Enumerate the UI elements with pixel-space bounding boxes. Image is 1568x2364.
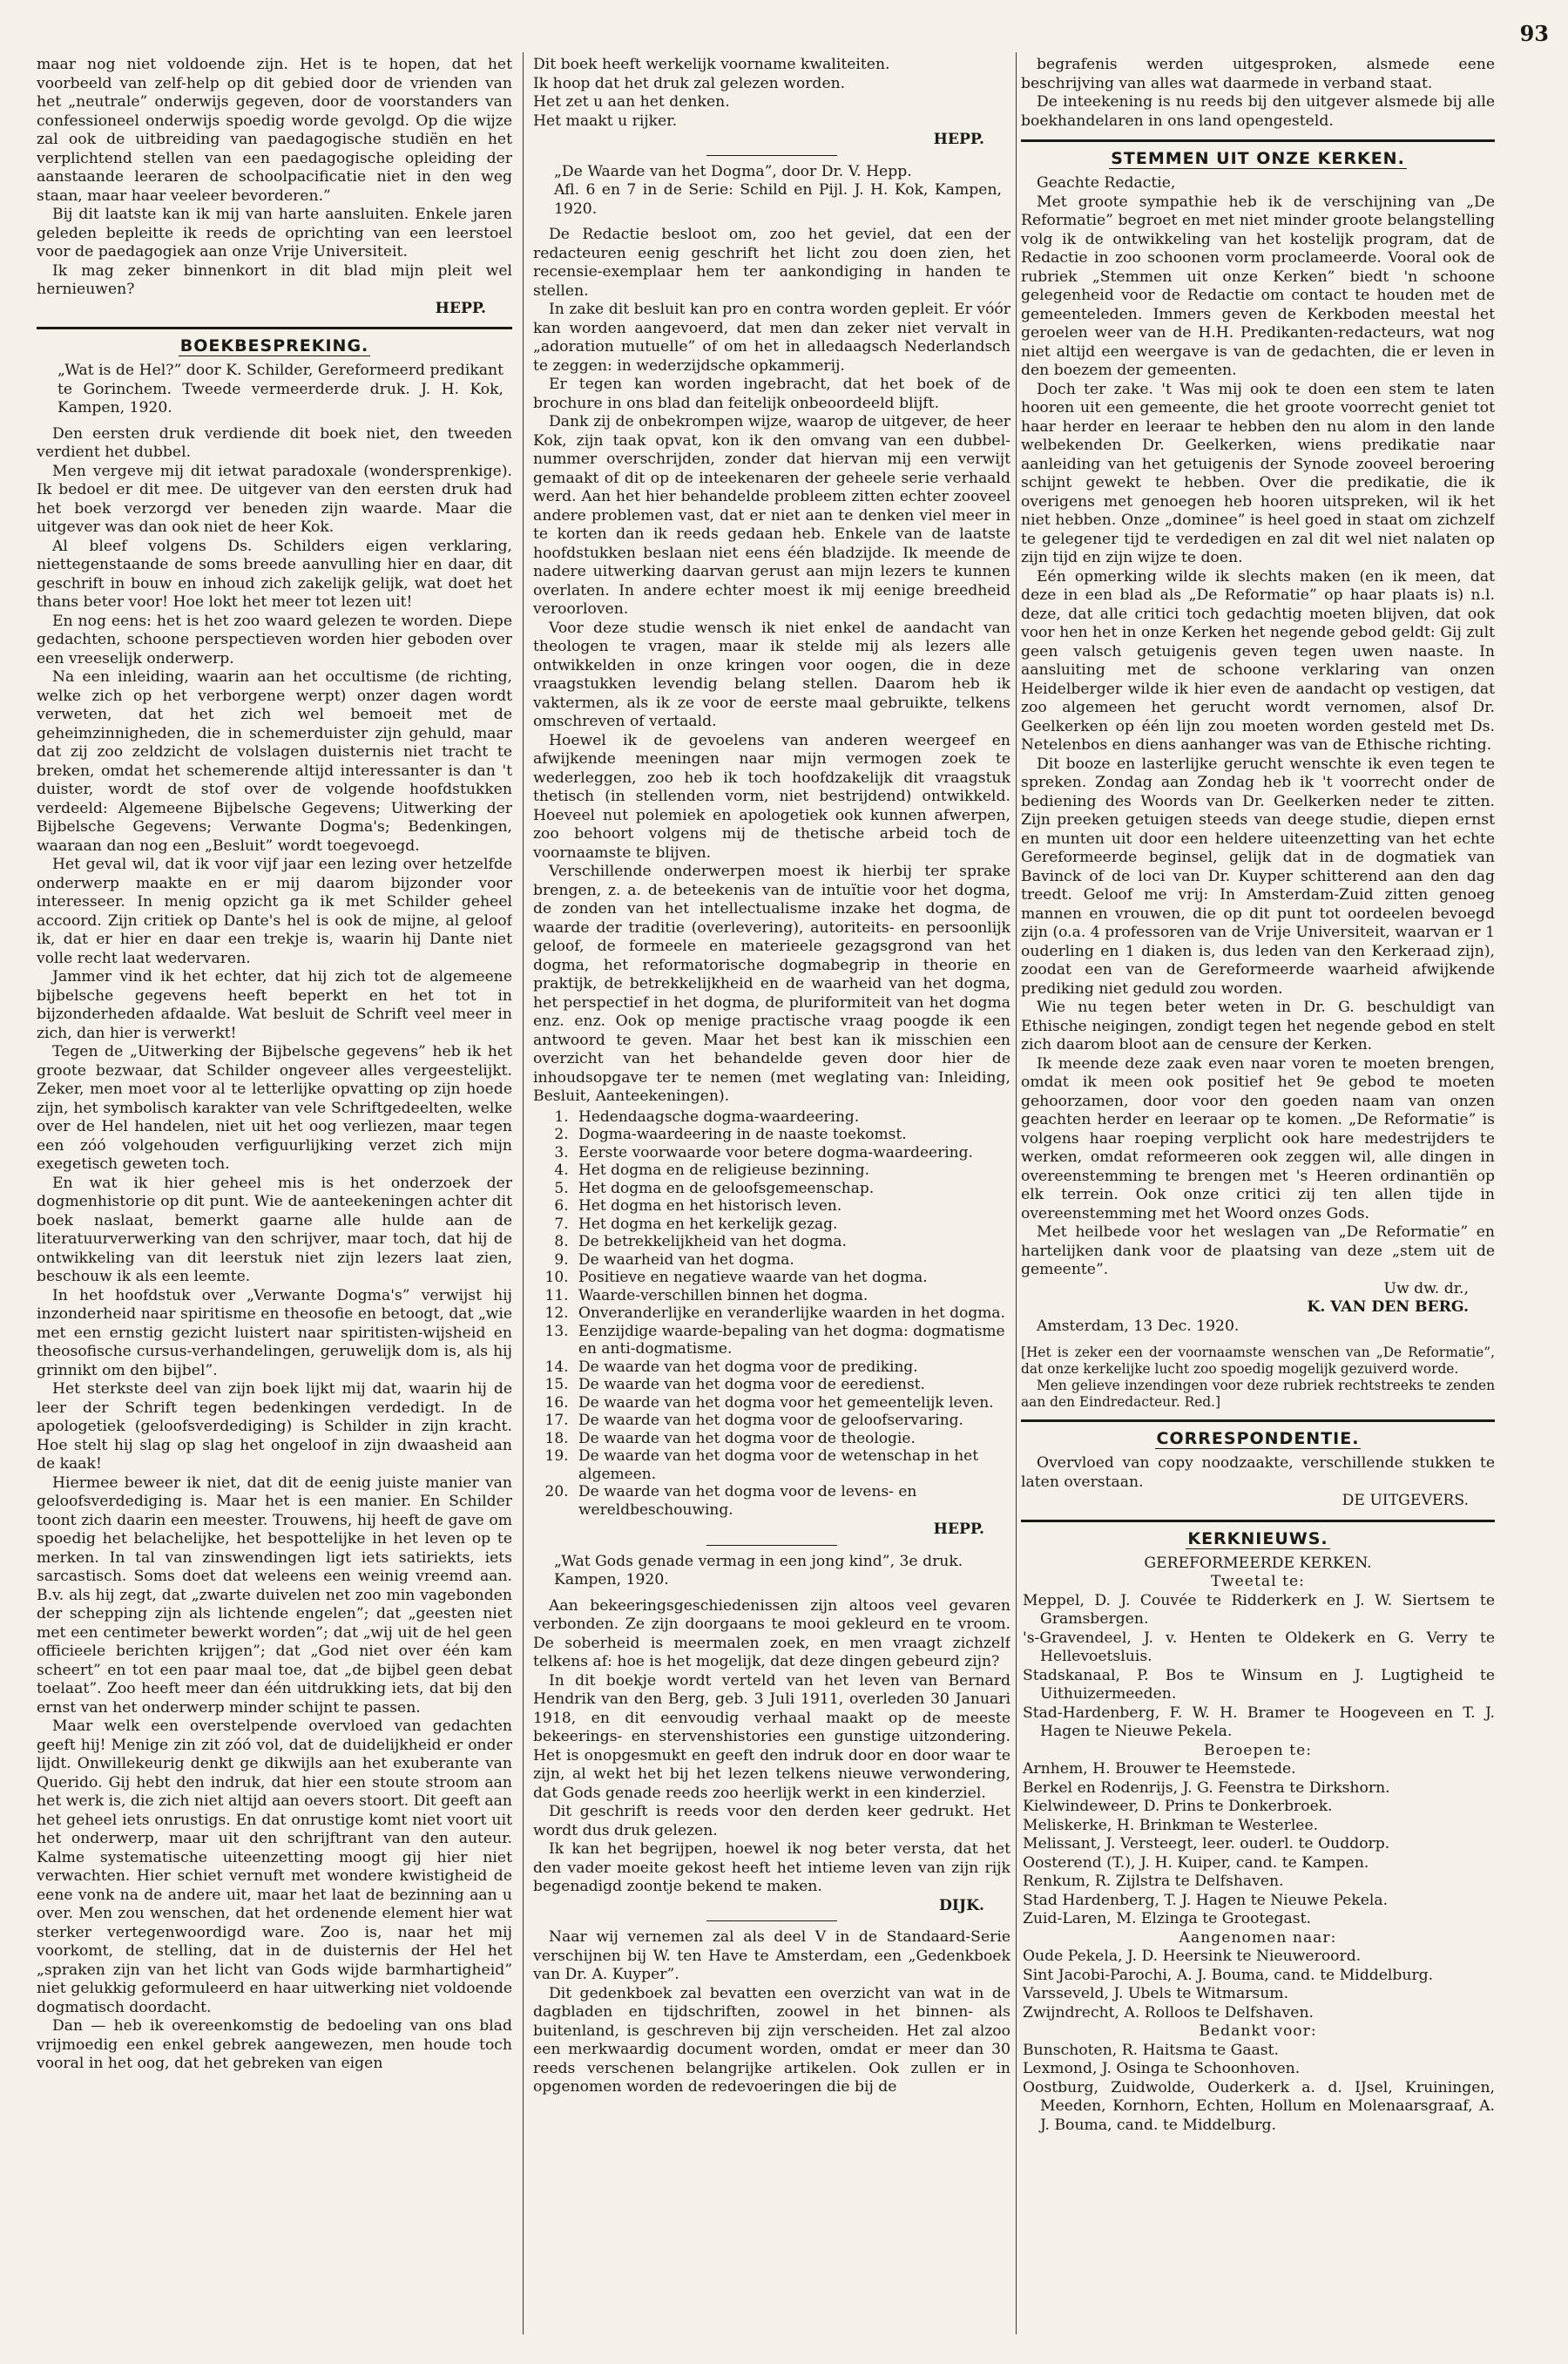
toc-item: 7. Het dogma en het kerkelijk gezag. xyxy=(573,1216,1010,1234)
list-item: Melissant, J. Versteegt, leer. ouderl. te Ouddorp. xyxy=(1023,1835,1390,1853)
toc-item: 14. De waarde van het dogma voor de prediking. xyxy=(573,1358,1010,1377)
paragraph: Men vergeve mij dit ietwat paradoxale (wondersprenkige). Ik bedoel er dit mee. De uitgever van den eersten druk had het boek verzorgd ver beneden zijn waarde. Maar die uitgever was dan ook niet de heer Kok. xyxy=(37,462,512,536)
toc-item: 16. De waarde van het dogma voor het gemeentelijk leven. xyxy=(573,1394,1010,1412)
review-heading xyxy=(37,362,512,418)
section-header-correspondentie: CORRESPONDENTIE. xyxy=(1156,1429,1360,1448)
toc-item: 17. De waarde van het dogma voor de geloofservaring. xyxy=(573,1412,1010,1430)
paragraph: Wie nu tegen beter weten in Dr. G. beschuldigt van Ethische neigingen, zondigt tegen het negende gebod en stelt zich daarom bloot aan de censure der Kerken. xyxy=(1021,999,1495,1053)
toc-item: 5. Het dogma en de geloofsgemeenschap. xyxy=(573,1180,1010,1198)
paragraph: Het sterkste deel van zijn boek lijkt mij dat, waarin hij de leer der Schrift tegen bedenkingen verdedigt. In de apologetiek (geloofsverdediging) is Schilder in zijn kracht. Hoe stelt hij slag op slag het ongeloof in zijn dwaasheid aan de kaak! xyxy=(37,1380,512,1473)
toc-item: 4. Het dogma en de religieuse bezinning. xyxy=(573,1162,1010,1180)
list-item: Lexmond, J. Osinga te Schoonhoven. xyxy=(1023,2060,1301,2077)
page-number: 93 xyxy=(1519,21,1549,46)
paragraph: Er tegen kan worden ingebracht, dat het boek of de brochure in ons blad dan feitelijk onbeoordeeld blijft. xyxy=(533,376,1010,412)
list-label: Bedankt voor: xyxy=(1199,2022,1317,2040)
sub-header: GEREFORMEERDE KERKEN. xyxy=(1144,1554,1372,1572)
toc-item: 6. Het dogma en het historisch leven. xyxy=(573,1197,1010,1216)
review-title: „Wat Gods genade vermag in een jong kind”, 3e druk. xyxy=(554,1552,963,1570)
paragraph: Hoewel ik de gevoelens van anderen weergeef en afwijkende meeningen naar mijn vermogen zoek te wederleggen, zoo heb ik toch hoofdzakelijk dit vraagstuk thetisch (in stellenden vorm, niet bestrijdend) ontwikkeld. Hoeveel nut polemiek en apologetiek ook kunnen afwerpen, zoo behoort volgens mij de thetische arbeid toch de voornaamste te blijven. xyxy=(533,731,1010,862)
paragraph: Jammer vind ik het echter, dat hij zich tot de algemeene bijbelsche gegevens heeft beperkt en het tot in bijzonderheden afdaalde. Wat besluit de Schrift veel meer in zich, dan hier is verwerkt! xyxy=(37,968,512,1042)
section-header-bar xyxy=(1021,1419,1495,1449)
toc-item: 13. Eenzijdige waarde-bepaling van het dogma: dogmatisme en anti-dogmatisme. xyxy=(573,1323,1010,1358)
paragraph: En wat ik hier geheel mis is het onderzoek der dogmenhistorie op dit punt. Wie de aanteekeningen achter dit boek naslaat, bemerkt gaarne alle hulde aan de literatuurverwerking van den schrijver, maar toch, dat hij de ontwikkeling van dit leerstuk niet zijn lezers laat zien, beschouw ik als een leemte. xyxy=(37,1174,512,1285)
paragraph: In dit boekje wordt verteld van het leven van Bernard Hendrik van den Berg, geb. 3 Juli 1911, overleden 30 Januari 1918, en dit eenvoudig verhaal maakt op de meeste bekeerings- en stervenshistories een gunstige uitzondering. Het is onopgesmukt en geeft den indruk door en door waar te zijn, al wekt het bij het lezen telkens nieuwe verwondering, dat Gods genade reeds zoo heerlijk werkt in een kinderziel. xyxy=(533,1671,1010,1802)
paragraph: Dit geschrift is reeds voor den derden keer gedrukt. Het wordt dus druk gelezen. xyxy=(533,1803,1010,1839)
tweetal-list xyxy=(1021,1592,1495,1742)
list-item: Zwijndrecht, A. Rolloos te Delfshaven. xyxy=(1023,2003,1314,2022)
list-item: 's-Gravendeel, J. v. Henten te Oldekerk en G. Verry te Hellevoetsluis. xyxy=(1023,1629,1495,1665)
paragraph: Het geval wil, dat ik voor vijf jaar een lezing over hetzelfde onderwerp maakte en er mij daarom bijzonder voor interesseer. In menig opzicht ga ik met Schilder geheel accoord. Zijn critiek op Dante's hel is ook de mijne, al geloof ik, dat er hier en daar een trekje is, waarin hij Dante niet volle recht laat wedervaren. xyxy=(37,856,512,967)
paragraph: Dan — heb ik overeenkomstig de bedoeling van ons blad vrijmoedig een enkel gebrek aangewezen, men houde toch vooral in het oog, dat het gebreken van eigen xyxy=(37,2017,512,2072)
paragraph: En nog eens: het is het zoo waard gelezen te worden. Diepe gedachten, schoone perspectieven worden hier geboden over een vreeselijk onderwerp. xyxy=(37,612,512,667)
column-1 xyxy=(37,56,512,2338)
list-item: Oosterend (T.), J. H. Kuiper, cand. te Kampen. xyxy=(1023,1853,1369,1872)
toc-item: 18. De waarde van het dogma voor de theologie. xyxy=(573,1430,1010,1448)
review-heading xyxy=(533,163,1010,220)
list-item: Oostburg, Zuidwolde, Ouderkerk a. d. IJsel, Kruiningen, Meeden, Kornhorn, Echten, Hollum en Molenaarsgraaf, A. J. Bouma, cand. te Middelburg. xyxy=(1023,2078,1495,2134)
paragraph: Na een inleiding, waarin aan het occultisme (de richting, welke zich op het verborgene werpt) onzer dagen wordt verweten, dat het zich wel bemoeit met de geheimzinnigheden, die in schemerduister zijn gehuld, maar dat zij zoo zeldzicht de volslagen duisternis niet tracht te breken, omdat het schemerende altijd interessanter is dan 't duister, wordt de stof over de volgende hoofdstukken verdeeld: Algemeene Bijbelsche Gegevens; Uitwerking der Bijbelsche Gegevens; Verwante Dogma's; Bedenkingen, waaraan dan nog een „Besluit” wordt toegevoegd. xyxy=(37,668,512,855)
list-item: Stadskanaal, P. Bos te Winsum en J. Lugtigheid te Uithuizermeeden. xyxy=(1023,1666,1495,1703)
toc-item: 9. De waarheid van het dogma. xyxy=(573,1251,1010,1270)
toc-item: 3. Eerste voorwaarde voor betere dogma-waardeering. xyxy=(573,1144,1010,1162)
review-title: „De Waarde van het Dogma”, door Dr. V. Hepp. xyxy=(554,162,912,180)
signature: HEPP. xyxy=(435,299,486,317)
paragraph: Verschillende onderwerpen moest ik hierbij ter sprake brengen, z. a. de beteekenis van de intuïtie voor het dogma, de zonden van het intellectualisme inzake het dogma, de waarde der traditie (overlevering), autoriteits- en persoonlijk geloof, de formeele en materieele gezagsgrond van het dogma, het reformatorische dogmabegrip in theorie en praktijk, de betrekkelijkheid en de waarheid van het dogma, het perspectief in het dogma, de pluriformiteit van het dogma enz. enz. Ook op menige practische vraag poogde ik een antwoord te geven. Maar het best kan ik misschien een overzicht van het behandelde geven door hier de inhoudsopgave ter te nemen (met weglating van: Inleiding, Besluit, Aanteekeningen). xyxy=(533,863,1010,1105)
list-item: Arnhem, H. Brouwer te Heemstede. xyxy=(1023,1760,1296,1778)
list-item: Meppel, D. J. Couvée te Ridderkerk en J. W. Siertsem te Gramsbergen. xyxy=(1023,1591,1495,1628)
paragraph: maar nog niet voldoende zijn. Het is te hopen, dat het voorbeeld van zelf-help op dit gebied door de vrienden van het „neutrale” onderwijs gegeven, door de voorstanders van confessioneel onderwijs spoedig worde gevolgd. Op die wijze zal ook de uitbreiding van paedagogische studiën en het verplichtend stellen van een paedagogische opleiding der aanstaande leeraren de schoolpacificatie niet in den weg staan, maar haar veeleer bevorderen.” xyxy=(37,56,512,205)
toc-item: 11. Waarde-verschillen binnen het dogma. xyxy=(573,1287,1010,1305)
closing: Uw dw. dr., xyxy=(1383,1279,1469,1297)
column-3 xyxy=(1021,56,1495,2338)
place-date: Amsterdam, 13 Dec. 1920. xyxy=(1037,1317,1240,1335)
paragraph: Maar welk een overstelpende overvloed van gedachten geeft hij! Menige zin zit zóó vol, dat de duidelijkheid er onder lijdt. Onwillekeurig denkt ge dikwijls aan het exuberante van Querido. Gij hebt den indruk, dat hier een stoute stroom aan het werk is, die zich niet altijd aan oevers stoort. Dit geeft aan het geheel iets onrustigs. En dat onrustige komt niet voort uit het onderwerp, maar uit den schrijftrant van den auteur. Kalme systematische uiteenzetting moogt gij hier niet verwachten. Hier schiet vernuft met wondere kwistigheid de eene vonk na de andere uit, maar het laat de bezinning aan u over. Men zou wenschen, dat het ordenende element hier wat sterker vertegenwoordigd ware. Zoo is, naar het mij voorkomt, de stelling, dat in de duisternis der Hel het „spraken zijn van het licht van Gods wijde barmhartigheid” niet gelukkig geformuleerd en haar uitwerking niet voldoende dogmatisch doordacht. xyxy=(37,1717,512,2016)
table-of-contents xyxy=(533,1108,1010,1520)
paragraph: Hiermee beweer ik niet, dat dit de eenig juiste manier van geloofsverdediging is. Maar het is een manier. En Schilder toont zich daarin een meester. Trouwens, hij heeft de gave om spoedig het belachelijke, het bespottelijke in het leven op te merken. In tal van zinswendingen ligt iets satiriekts, iets sarcastisch. Soms doet dat weleens een weinig vreemd aan. B.v. als hij zegt, dat „zwarte duivelen net zoo min vagebonden der schepping zijn als lichtende engelen”; dat „geesten niet met een centimeter bewerkt worden”; dat „wij uit de hel geen officieele berichten krijgen”; dat „God niet over één kam scheert” en tot een paar maal toe, dat „de bijbel geen debat toelaat”. Zoo heeft meer dan één uitdrukking iets, dat bij den ernst van het onderwerp minder schijnt te passen. xyxy=(37,1473,512,1717)
paragraph: Het maakt u rijker. xyxy=(533,112,678,130)
list-item: Berkel en Rodenrijs, J. G. Feenstra te Dirkshorn. xyxy=(1023,1778,1390,1797)
signature: HEPP. xyxy=(933,1521,984,1538)
column-2 xyxy=(533,56,1010,2338)
signature: DE UITGEVERS. xyxy=(1342,1492,1469,1509)
aangenomen-list xyxy=(1021,1947,1495,2022)
signature: K. VAN DEN BERG. xyxy=(1307,1298,1469,1316)
list-label: Beroepen te: xyxy=(1203,1741,1313,1759)
paragraph: Eén opmerking wilde ik slechts maken (en ik meen, dat deze in een blad als „De Reformatie” op haar plaats is) n.l. deze, dat alle critici toch gedachtig moeten blijven, dat ook voor hen het in onze Kerken het negende gebod geldt: Gij zult geen valsch getuigenis geven tegen uwen naaste. In aansluiting met de schoone verklaring van onzen Heidelberger wilde ik hier even de aandacht op vestigen, dat zoo algemeen het gerucht wordt vernomen, alsof Dr. Geelkerken op één lijn zou moeten worden gesteld met Ds. Netelenbos en diens aanhanger was van de Ethische richting. xyxy=(1021,567,1495,754)
paragraph: Naar wij vernemen zal als deel V in de Standaard-Serie verschijnen bij W. ten Have te Amsterdam, een „Gedenkboek van Dr. A. Kuyper”. xyxy=(533,1928,1010,1983)
list-label: Aangenomen naar: xyxy=(1179,1928,1337,1947)
list-item: Bunschoten, R. Haitsma te Gaast. xyxy=(1023,2041,1280,2059)
paragraph: Bij dit laatste kan ik mij van harte aansluiten. Enkele jaren geleden bepleitte ik reeds de oprichting van een leerstoel voor de paedagogiek aan onze Vrije Universiteit. xyxy=(37,206,512,261)
toc-item: 2. Dogma-waardeering in de naaste toekomst. xyxy=(573,1126,1010,1144)
toc-item: 10. Positieve en negatieve waarde van het dogma. xyxy=(573,1269,1010,1287)
paragraph: In het hoofdstuk over „Verwante Dogma's” verwijst hij inzonderheid naar spiritisme en theosofie en betoogt, dat „wie met een ernstig gezicht luistert naar spiritisten-wijsheid en theosofische cursus-verhandelingen, geruwelijk dom is, als hij grinnikt om den bijbel”. xyxy=(37,1286,512,1379)
section-header-kerknieuws: KERKNIEUWS. xyxy=(1187,1528,1328,1548)
bedankt-list xyxy=(1021,2042,1495,2136)
paragraph: Voor deze studie wensch ik niet enkel de aandacht van theologen te vragen, maar ik stelde mij als lezers alle ontwikkelden in onze kringen voor oogen, die in deze vraagstukken levendig belang stellen. Daarom heb ik vaktermen, als ik ze voor de eerste maal gebruikte, telkens omschreven of vertaald. xyxy=(533,619,1010,730)
editor-note-text: Men gelieve inzendingen voor deze rubriek rechtstreeks te zenden aan den Eindredacteur. Red.] xyxy=(1021,1378,1495,1410)
paragraph: Ik kan het begrijpen, hoewel ik nog beter versta, dat het den vader moeite gekost heeft het intieme leven van zijn rijk begenadigd zoontje bekend te maken. xyxy=(533,1840,1010,1895)
signature: HEPP. xyxy=(933,131,984,148)
section-header-bar xyxy=(1021,1520,1495,1549)
paragraph: Al bleef volgens Ds. Schilders eigen verklaring, niettegenstaande de soms breede aanvulling hier en daar, dit geschrift in bouw en inhoud zich zakelijk gelijk, wat doet het thans beter voor! Hoe lokt het meer tot lezen uit! xyxy=(37,537,512,611)
section-header-bar xyxy=(37,327,512,356)
paragraph: Ik mag zeker binnenkort in dit blad mijn pleit wel hernieuwen? xyxy=(37,261,512,298)
paragraph: begrafenis werden uitgesproken, alsmede eene beschrijving van alles wat daarmede in verband staat. xyxy=(1021,56,1495,92)
paragraph: Dank zij de onbekrompen wijze, waarop de uitgever, de heer Kok, zijn taak opvat, kon ik den omvang van een dubbel-nummer overschrijden, zonder dat hiervan mij een verwijt gemaakt of dit op de inteekenaren der geheele serie verhaald werd. Aan het hier behandelde probleem zitten echter zooveel andere problemen vast, dat er niet aan te denken viel meer in te korten dan ik reeds gedaan heb. Enkele van de laatste hoofdstukken beslaan niet eens één bladzijde. Ik meende de nadere uitwerking daarvan gerust aan mijn lezers te kunnen overlaten. In andere echter moest ik mij eenige breedheid veroorloven. xyxy=(533,413,1010,618)
list-item: Sint Jacobi-Parochi, A. J. Bouma, cand. te Middelburg. xyxy=(1023,1966,1434,1984)
separator-rule xyxy=(706,1545,837,1546)
salutation: Geachte Redactie, xyxy=(1037,174,1176,192)
toc-item: 8. De betrekkelijkheid van het dogma. xyxy=(573,1233,1010,1251)
beroepen-list xyxy=(1021,1760,1495,1929)
paragraph: Dit gedenkboek zal bevatten een overzicht van wat in de dagbladen en tijdschriften, zoowel in het binnen- als buitenland, is geschreven bij zijn verscheiden. Het zal alzoo een merkwaardig document worden, omdat er meer dan 30 reeds verschenen belangrijke artikelen. Ook zullen er in opgenomen worden de redevoeringen die bij de xyxy=(533,1984,1010,2096)
review-publisher: Afl. 6 en 7 in de Serie: Schild en Pijl. J. H. Kok, Kampen, 1920. xyxy=(554,181,1002,218)
list-item: Renkum, R. Zijlstra te Delfshaven. xyxy=(1023,1873,1284,1890)
review-heading xyxy=(533,1553,1010,1590)
signature: DIJK. xyxy=(939,1896,984,1914)
editor-note xyxy=(1021,1345,1495,1411)
column-rule xyxy=(1016,52,1017,2334)
list-item: Meliskerke, H. Brinkman te Westerlee. xyxy=(1023,1816,1319,1834)
paragraph: De Redactie besloot om, zoo het geviel, dat een der redacteuren eenig geschrift het licht zou doen zien, het recensie-exemplaar hem ter aankondiging in handen te stellen. xyxy=(533,226,1010,300)
list-label: Tweetal te: xyxy=(1211,1573,1305,1590)
editor-note-text: [Het is zeker een der voornaamste wenschen van „De Reformatie”, dat onze kerkelijke lucht zoo spoedig mogelijk gezuiverd worde. xyxy=(1021,1345,1495,1377)
paragraph: Dit booze en lasterlijke gerucht wenschte ik even tegen te spreken. Zondag aan Zondag heb ik 't voorrecht onder de bediening des Woords van Dr. Geelkerken neder te zitten. Zijn preeken getuigen steeds van deege studie, diepen ernst en munten uit door een heldere uiteenzetting van het echte Gereformeerde beginsel, gelijk dat in de dogmatiek van Bavinck of de loci van Dr. Kuyper schitterend aan den dag treedt. Geloof me vrij: In Amsterdam-Zuid zitten genoeg mannen en vrouwen, die op dit punt tot oordeelen bevoegd zijn (o.a. 4 professoren van de Vrije Universiteit, waarvan er 1 ouderling en 1 diaken is, dus leden van den Kerkeraad zijn), zoodat een van de Gereformeerde waarheid afwijkende prediking niet geduld zou worden. xyxy=(1021,755,1495,998)
separator-rule xyxy=(706,155,837,156)
paragraph: Aan bekeeringsgeschiedenissen zijn altoos veel gevaren verbonden. Ze zijn doorgaans te mooi gekleurd en te vroom. De soberheid is meermalen zoek, en men vraagt zichzelf telkens af: hoe is het mogelijk, dat deze dingen gebeurd zijn? xyxy=(533,1596,1010,1670)
list-item: Stad Hardenberg, T. J. Hagen te Nieuwe Pekela. xyxy=(1023,1891,1389,1909)
toc-item: 15. De waarde van het dogma voor de eeredienst. xyxy=(573,1376,1010,1394)
section-header-bar xyxy=(1021,139,1495,169)
list-item: Oude Pekela, J. D. Heersink te Nieuweroord. xyxy=(1023,1947,1362,1965)
toc-item: 12. Onveranderlijke en veranderlijke waarden in het dogma. xyxy=(573,1304,1010,1323)
paragraph: Ik hoop dat het druk zal gelezen worden. xyxy=(533,74,846,92)
paragraph: De inteekening is nu reeds bij den uitgever alsmede bij alle boekhandelaren in ons land opengesteld. xyxy=(1021,93,1495,130)
paragraph: Ik meende deze zaak even naar voren te moeten brengen, omdat ik meen ook positief het 9e gebod te moeten gehoorzamen, door voor den goeden naam van onzen geachten herder en leeraar op te komen. „De Reformatie” is volgens haar roeping verplicht ook hare medestrijders te werken, omdat reformeeren ook zeggen wil, alle dingen in overeenstemming te brengen met 's Heeren ordinantiën op elk terrein. Ook onze critici zij ten allen tijde in overeenstemming met het Woord onzes Gods. xyxy=(1021,1054,1495,1223)
section-header-stemmen: STEMMEN UIT ONZE KERKEN. xyxy=(1111,149,1405,168)
list-item: Kielwindeweer, D. Prins te Donkerbroek. xyxy=(1023,1798,1333,1815)
separator-rule xyxy=(706,1920,837,1921)
paragraph: Het zet u aan het denken. xyxy=(533,93,730,111)
review-title: „Wat is de Hel?” door K. Schilder, Gereformeerd predikant te Gorinchem. Tweede vermeerderde druk. J. H. Kok, Kampen, 1920. xyxy=(57,362,504,417)
review-publisher: Kampen, 1920. xyxy=(554,1571,669,1588)
column-rule xyxy=(523,52,524,2334)
paragraph: In zake dit besluit kan pro en contra worden gepleit. Er vóór kan worden aangevoerd, dat men dan zeker niet vervalt in „adoration mutuelle” of om het in alledaagsch Nederlandsch te zeggen: in wederzijdsche opkammerij. xyxy=(533,301,1010,375)
toc-item: 19. De waarde van het dogma voor de wetenschap in het algemeen. xyxy=(573,1447,1010,1483)
toc-item: 20. De waarde van het dogma voor de levens- en wereldbeschouwing. xyxy=(573,1483,1010,1519)
list-item: Stad-Hardenberg, F. W. H. Bramer te Hoogeveen en T. J. Hagen te Nieuwe Pekela. xyxy=(1023,1704,1495,1740)
list-item: Zuid-Laren, M. Elzinga te Grootegast. xyxy=(1023,1910,1311,1927)
paragraph: Met groote sympathie heb ik de verschijning van „De Reformatie” begroet en met niet minder groote belangstelling volg ik de ontwikkeling van het kostelijk program, dat de Redactie in zoo schoonen vorm proclameerde. Vooral ook de rubriek „Stemmen uit onze Kerken” biedt 'n schoone gelegenheid voor de Redactie om contact te houden met de gemeenteleden. Immers geven de Kerkboden meestal het geroelen weer van de H.H. Predikanten-redacteurs, wat nog niet altijd een weergave is van de gedachten, die er leven in den boezem der gemeenten. xyxy=(1021,193,1495,379)
paragraph: Met heilbede voor het weslagen van „De Reformatie” en hartelijken dank voor de plaatsing van deze „stem uit de gemeente”. xyxy=(1021,1223,1495,1278)
paragraph: Den eersten druk verdiende dit boek niet, den tweeden verdient het dubbel. xyxy=(37,424,512,461)
paragraph: Dit boek heeft werkelijk voorname kwaliteiten. xyxy=(533,56,890,73)
paragraph: Tegen de „Uitwerking der Bijbelsche gegevens” heb ik het groote bezwaar, dat Schilder ongeveer alles vergeestelijkt. Zeker, men moet voor al te letterlijke opvatting op zijn hoede zijn, het symbolisch karakter van vele Schriftgedeelten, welke over de Hel handelen, niet uit het oog verliezen, maar tegen een zóó volgehouden verfiguurlijking verzet zich mijn exegetisch geweten toch. xyxy=(37,1043,512,1173)
section-header-boekbespreking: BOEKBESPREKING. xyxy=(179,336,369,356)
paragraph: Doch ter zake. 't Was mij ook te doen een stem te laten hooren uit een gemeente, die het groote voorrecht geniet tot haar herder en leeraar te hebben den nu alom in den lande welbekenden Dr. Geelkerken, wiens predikatie naar aanleiding van het getuigenis der Synode zooveel beroering schijnt gewekt te hebben. Over die predikatie, die ik overigens met genoegen heb hooren uitspreken, wil ik het niet hebben. Onze „dominee” is heel goed in staat om zichzelf te gelegener tijd te verdedigen en zal dit wel niet nalaten op zijn tijd en zijn wijze te doen. xyxy=(1021,380,1495,566)
paragraph: Overvloed van copy noodzaakte, verschillende stukken te laten overstaan. xyxy=(1021,1454,1495,1491)
list-item: Varsseveld, J. Ubels te Witmarsum. xyxy=(1023,1985,1289,2002)
toc-item: 1. Hedendaagsche dogma-waardeering. xyxy=(573,1108,1010,1127)
